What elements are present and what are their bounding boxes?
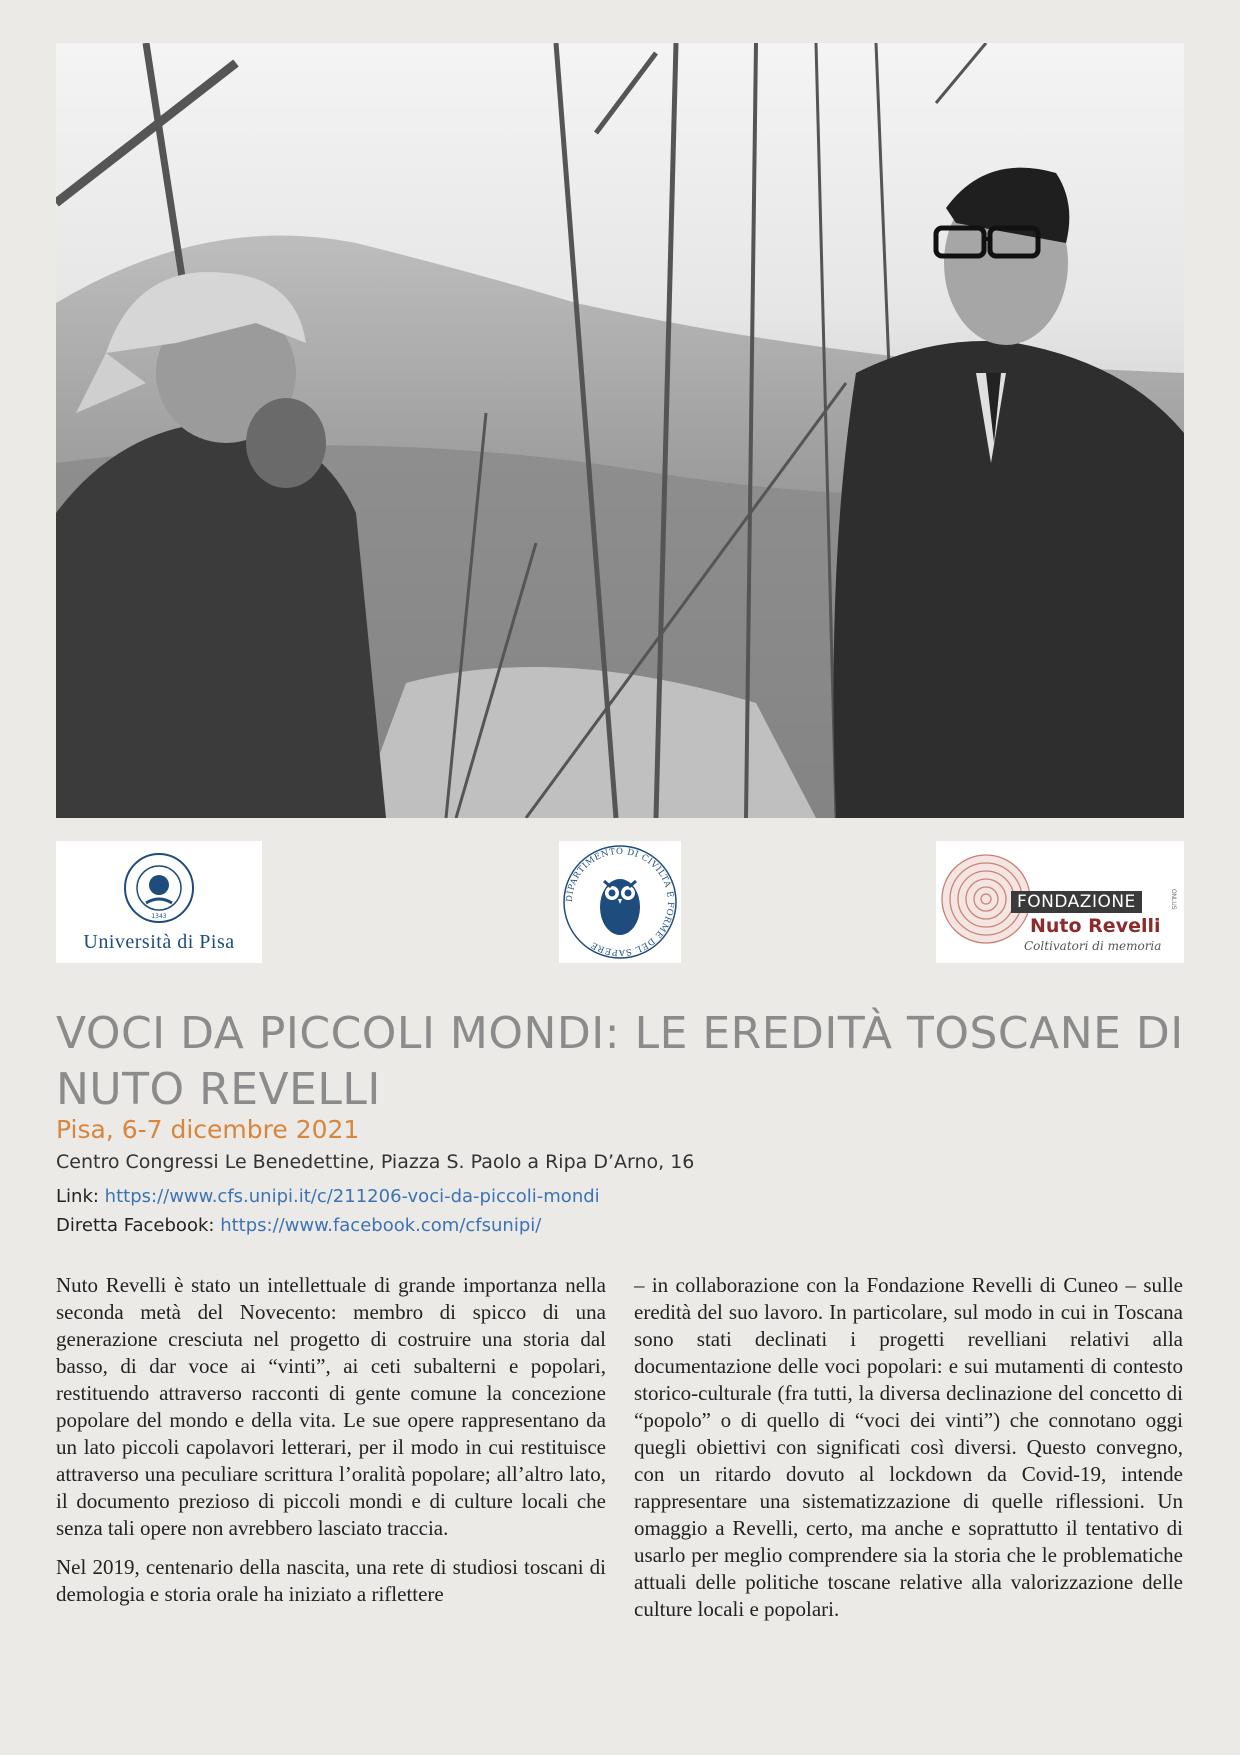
facebook-line: [56, 1215, 541, 1236]
fondazione-tagline: Coltivatori di memoria: [1024, 939, 1162, 953]
fondazione-word: FONDAZIONE: [1011, 891, 1142, 913]
facebook-link[interactable]: https://www.facebook.com/cfsunipi/: [220, 1215, 542, 1236]
fondazione-logo: [936, 841, 1184, 963]
event-venue: Centro Congressi Le Benedettine, Piazza S. Paolo a Ripa D’Arno, 16: [56, 1151, 695, 1173]
body-column-left: [56, 1272, 606, 1620]
body-paragraph-1: Nuto Revelli è stato un intellettuale di grande importanza nella seconda metà del Novecento: membro di spicco di una generazione cresciuta nel progetto di costruire una storia dal basso, di dar voce ai “vinti”, ai ceti subalterni e popolari, restituendo attraverso racconti di gente comune la concezione popolare del mondo e della vita. Le sue opere rappresentano da un lato piccoli capolavori letterari, per il modo in cui restituisce attraverso una peculiare scrittura l’oralità popolare; all’altro lato, il documento prezioso di piccoli mondi e di culture locali che senza tali opere non avrebbero lasciato traccia.: [56, 1273, 606, 1540]
body-paragraph-2: Nel 2019, centenario della nascita, una rete di studiosi toscani di demologia e storia orale ha iniziato a riflettere: [56, 1555, 606, 1606]
facebook-label: Diretta Facebook:: [56, 1215, 215, 1236]
event-title: VOCI DA PICCOLI MONDI: LE EREDITÀ TOSCANE DI NUTO REVELLI: [56, 1008, 1184, 1115]
svg-text:1343: 1343: [151, 912, 167, 920]
unipi-name: Università di Pisa: [83, 930, 235, 953]
event-link-line: [56, 1186, 600, 1207]
owl-seal-icon: [561, 843, 679, 961]
link-label: Link:: [56, 1186, 99, 1207]
svg-text:DIPARTIMENTO DI CIVILTÀ E FORM: DIPARTIMENTO DI CIVILTÀ E FORME DEL SAPERE: [564, 846, 676, 958]
unipi-logo: [56, 841, 262, 963]
photo-illustration: [56, 43, 1184, 818]
event-dates: Pisa, 6-7 dicembre 2021: [56, 1115, 360, 1144]
body-column-right: [634, 1272, 1183, 1635]
fondazione-name: Nuto Revelli: [1030, 915, 1161, 937]
onlus-label: ONLUS: [1170, 889, 1176, 910]
unipi-seal-icon: [122, 851, 196, 925]
hero-photo: [56, 43, 1184, 818]
body-paragraph-3: – in collaborazione con la Fondazione Revelli di Cuneo – sulle eredità del suo lavoro. In particolare, sul modo in cui in Toscana sono stati declinati i progetti revelliani relativi alla documentazione delle voci popolari: e sui mutamenti di contesto storico-culturale (fra tutti, la diversa declinazione del concetto di “popolo” o di quello di “voci dei vinti”) che connotano oggi quegli obiettivi con significati così diversi. Questo convegno, con un ritardo dovuto al lockdown da Covid-19, intende rappresentare una sistematizzazione di quelle riflessioni. Un omaggio a Revelli, certo, ma anche e soprattutto il tentativo di usarlo per meglio comprendere sia la storia che le problematiche attuali delle politiche toscane relative alla valorizzazione delle culture locali e popolari.: [634, 1273, 1183, 1621]
department-logo: [559, 841, 681, 963]
event-link[interactable]: https://www.cfs.unipi.it/c/211206-voci-da-piccoli-mondi: [104, 1186, 600, 1207]
